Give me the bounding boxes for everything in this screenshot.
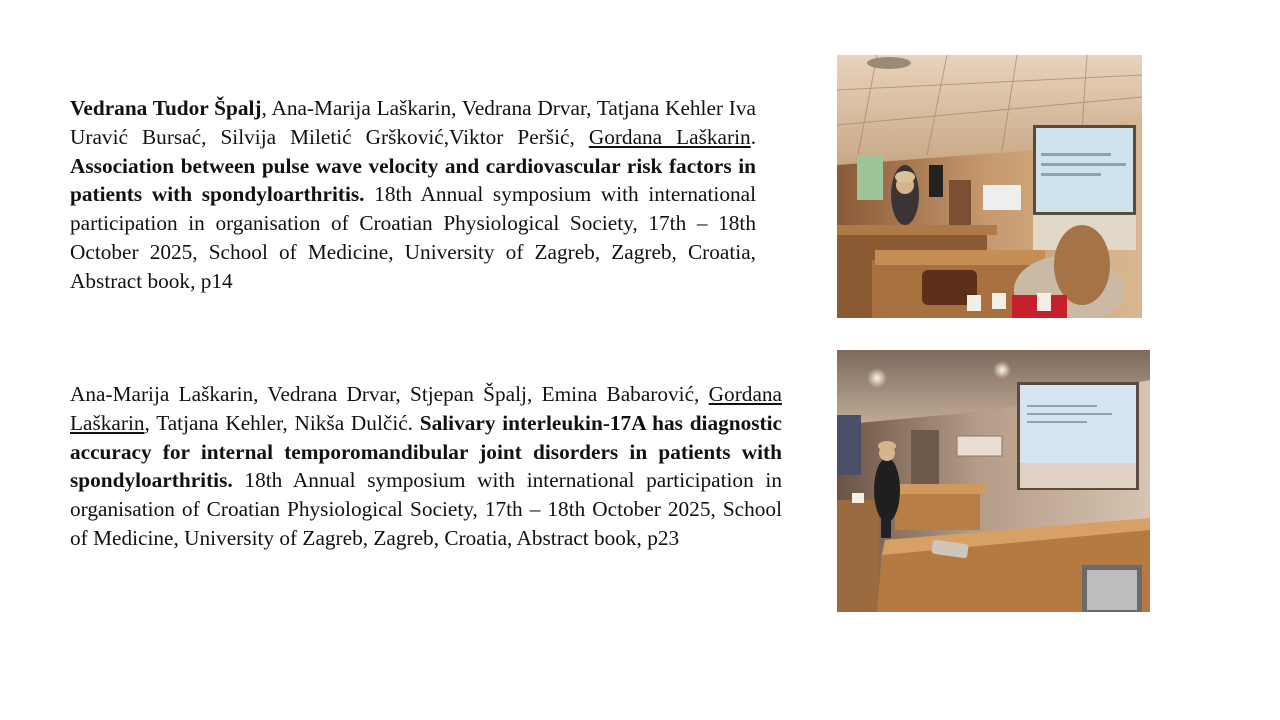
reference-2: [70, 380, 782, 553]
authors-presenter: Vedrana Tudor Špalj: [70, 96, 262, 120]
authors: Ana-Marija Laškarin, Vedrana Drvar, Stjepan Špalj, Emina Babarović,: [70, 382, 709, 406]
authors-coauthors: , Ana-Marija Laškarin, Vedrana Drvar, Tatjana Kehler Iva Uravić Bursać, Silvija Miletić Gršković,Viktor Peršić,: [70, 96, 756, 149]
reference-1: [70, 94, 756, 296]
authors-rest: , Tatjana Kehler, Nikša Dulčić.: [144, 410, 420, 435]
reference-title: Salivary interleukin-17A has diagnostic accuracy for internal temporomandibular joint disorders in patients with spondyloarthritis.: [70, 410, 782, 493]
conference-photo-2: [837, 350, 1150, 612]
reference-title: Association between pulse wave velocity and cardiovascular risk factors in patients with spondyloarthritis.: [70, 153, 756, 207]
presentation-photo-2-image: [837, 350, 1150, 612]
reference-source: 18th Annual symposium with international participation in organisation of Croatian Physiological Society, 17th – 18th October 2025, School of Medicine, University of Zagreb, Zagreb, Croatia, Abstract book, p23: [70, 468, 782, 550]
conference-photo-1: [837, 55, 1142, 318]
reference-source: 18th Annual symposium with international participation in organisation of Croatian Physiological Society, 17th – 18th October 2025, School of Medicine, University of Zagreb, Zagreb, Croatia, Abstract book, p14: [70, 182, 756, 293]
author-underlined: Gordana Laškarin: [588, 124, 751, 149]
author-underlined: Gordana Laškarin: [70, 382, 782, 435]
separator: .: [750, 124, 757, 149]
presentation-photo-1-image: [837, 55, 1142, 318]
